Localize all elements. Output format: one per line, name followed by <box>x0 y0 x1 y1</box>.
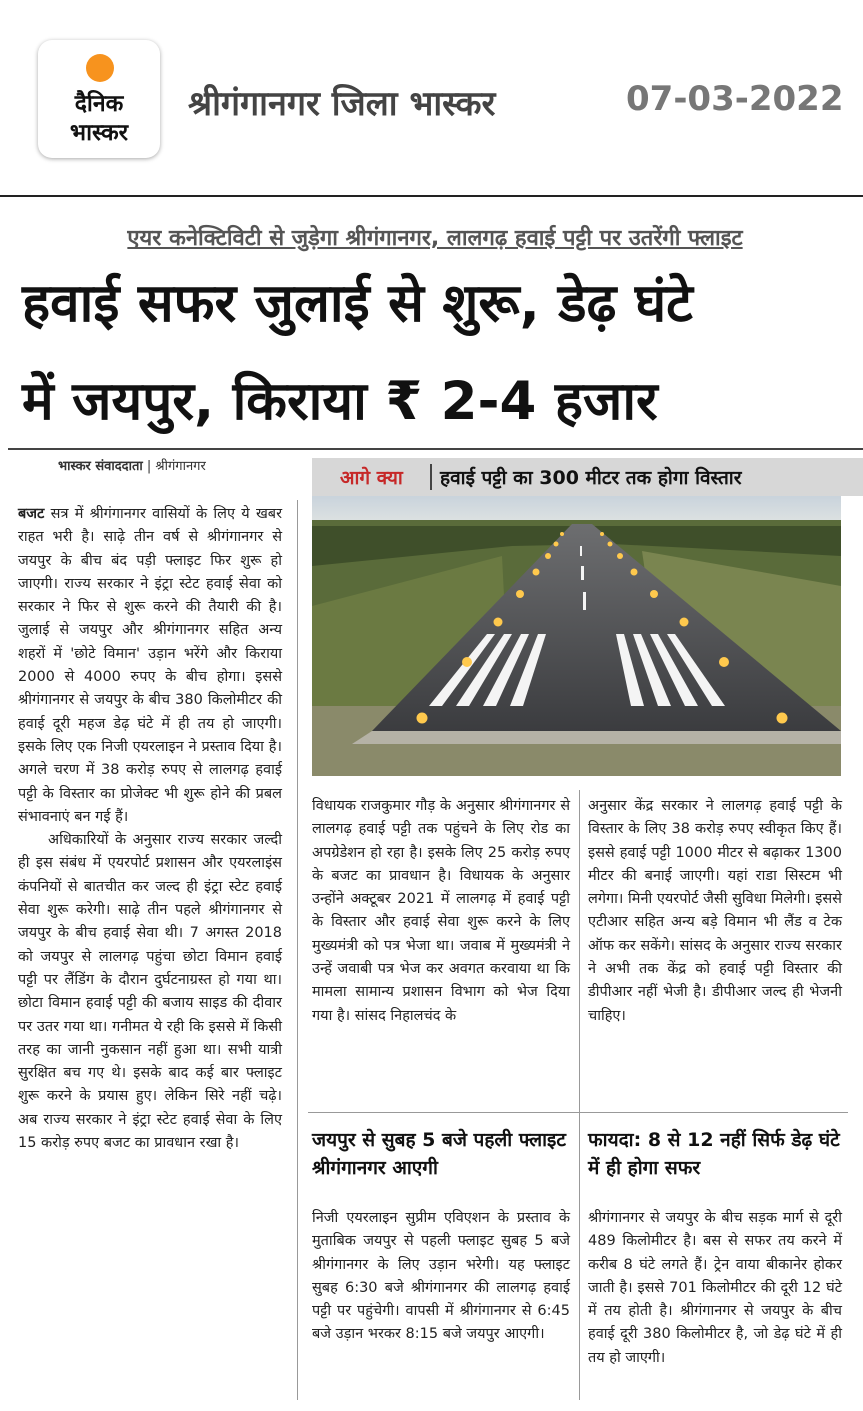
runway-photo <box>312 496 841 776</box>
column-divider-right <box>579 790 580 1400</box>
article-column-3 <box>588 795 842 1028</box>
byline-reporter: भास्कर संवाददाता <box>58 459 143 474</box>
edition-date: 07-03-2022 <box>626 79 844 119</box>
dainik-bhaskar-logo[interactable] <box>38 40 160 158</box>
article-column-1 <box>18 503 282 1155</box>
headline-rule <box>8 448 863 450</box>
column-1-text-1: सत्र में श्रीगंगानगर वासियों के लिए ये खबर राहत भरी है। साढ़े तीन वर्ष से श्रीगंगानगर से जयपुर के बीच बंद पड़ी फ्लाइट फिर शुरू हो जाएगी। राज्य सरकार ने इंट्रा स्टेट हवाई सेवा को सरकार ने फिर से शुरू करने की तैयारी की है। जुलाई से जयपुर और श्रीगंगानगर सहित अन्य शहरों में 'छोटे विमान' उड़ान भरेंगे और किराया 2000 से 4000 रुपए के बीच होगा। इससे श्रीगंगानगर से जयपुर के बीच 380 किलोमीटर की हवाई दूरी महज डेढ़ घंटे में ही तय हो जाएगी। इसके लिए एक निजी एयरलाइन ने प्रस्ताव दिया है। अगले चरण में 38 करोड़ रुपए से लालगढ़ हवाई पट्टी के विस्तार का प्रोजेक्ट भी शुरू होने की प्रबल संभावनाएं बन गई हैं। <box>18 506 283 825</box>
logo-line-1: दैनिक <box>74 91 124 117</box>
aage-kya-banner <box>312 458 863 496</box>
aage-kya-divider <box>430 464 432 490</box>
subhead-flight-timing: जयपुर से सुबह 5 बजे पहली फ्लाइट श्रीगंगानगर आएगी <box>312 1129 566 1179</box>
column-1-paragraph-1 <box>18 503 282 829</box>
column-divider-left <box>297 500 298 1400</box>
sun-icon <box>86 54 114 82</box>
aage-kya-label: आगे क्या <box>340 467 403 489</box>
lead-word: बजट <box>18 506 45 522</box>
article-column-2 <box>312 795 570 1028</box>
edition-title: श्रीगंगानगर जिला भास्कर <box>188 84 496 124</box>
byline-place: श्रीगंगानगर <box>155 459 206 474</box>
logo-line-2: भास्कर <box>69 120 129 146</box>
byline: भास्कर संवाददाता | श्रीगंगानगर <box>58 459 206 474</box>
kicker-headline: एयर कनेक्टिविटी से जुड़ेगा श्रीगंगानगर, लालगढ़ हवाई पट्टी पर उतरेंगी फ्लाइट <box>127 226 743 251</box>
subhead-benefit: फायदा: 8 से 12 नहीं सिर्फ डेढ़ घंटे में ही होगा सफर <box>588 1129 840 1179</box>
runway-illustration <box>312 496 841 776</box>
headline-line-2: में जयपुर, किराया ₹ 2-4 हजार <box>22 371 658 432</box>
headline-line-1: हवाई सफर जुलाई से शुरू, डेढ़ घंटे <box>22 273 693 334</box>
article-column-2-lower <box>312 1207 570 1347</box>
column-2-paragraph-2: निजी एयरलाइन सुप्रीम एविएशन के प्रस्ताव के मुताबिक जयपुर से पहली फ्लाइट सुबह 5 बजे श्रीगंगानगर के लिए उड़ान भरेगी। यह फ्लाइट सुबह 6:30 बजे श्रीगंगानगर की लालगढ़ हवाई पट्टी पर पहुंचेगी। वापसी में श्रीगंगानगर से 6:45 बजे उड़ान भरकर 8:15 बजे जयपुर आएगी। <box>312 1210 570 1343</box>
column-2-paragraph-1: विधायक राजकुमार गौड़ के अनुसार श्रीगंगानगर से लालगढ़ हवाई पट्टी तक पहुंचने के लिए रोड का अपग्रेडेशन हो रहा है। इसके लिए 25 करोड़ रुपए के बजट का प्रावधान है। विधायक के अनुसार उन्होंने अक्टूबर 2021 में लालगढ़ में हवाई पट्टी के विस्तार और हवाई सेवा शुरू करने के लिए मुख्यमंत्री को पत्र भेजा था। जवाब में मुख्यमंत्री ने उन्हें जवाबी पत्र भेज कर अवगत करवाया था कि मामला सामान्य प्रशासन विभाग को भेज दिया गया है। सांसद निहालचंद के <box>312 798 570 1024</box>
article-column-3-lower <box>588 1207 842 1370</box>
aage-kya-text: हवाई पट्टी का 300 मीटर तक होगा विस्तार <box>440 467 742 489</box>
column-3-paragraph-2: श्रीगंगानगर से जयपुर के बीच सड़क मार्ग से दूरी 489 किलोमीटर है। बस से सफर तय करने में करीब 8 घंटे लगते हैं। ट्रेन वाया बीकानेर होकर जाती है। इससे 701 किलोमीटर की दूरी 12 घंटे में तय होती है। श्रीगंगानगर से जयपुर के बीच हवाई दूरी 380 किलोमीटर है, जो डेढ़ घंटे में ही तय हो जाएगी। <box>588 1210 842 1366</box>
column-3-paragraph-1: अनुसार केंद्र सरकार ने लालगढ़ हवाई पट्टी के विस्तार के लिए 38 करोड़ रुपए स्वीकृत किए हैं। इससे हवाई पट्टी 1000 मीटर से बढ़ाकर 1300 मीटर की बनाई जाएगी। यहां राडा सिस्टम भी लगेगा। मिनी एयरपोर्ट जैसी सुविधा मिलेगी। इससे एटीआर सहित अन्य बड़े विमान भी लैंड व टेक ऑफ कर सकेंगे। सांसद के अनुसार राज्य सरकार ने अभी तक केंद्र को हवाई पट्टी विस्तार की डीपीआर नहीं भेजी है। डीपीआर जल्द ही भेजनी चाहिए। <box>588 798 842 1024</box>
app-header <box>0 0 863 197</box>
subhead-rule <box>308 1112 848 1113</box>
column-1-paragraph-2: अधिकारियों के अनुसार राज्य सरकार जल्दी ही इस संबंध में एयरपोर्ट प्रशासन और एयरलाइंस कंपनियों से बातचीत कर जल्द ही इंट्रा स्टेट हवाई सेवा शुरू करेगी। साढ़े तीन पहले श्रीगंगानगर से जयपुर के बीच हवाई सेवा थी। 7 अगस्त 2018 को जयपुर से लालगढ़ पहुंचा छोटा विमान हवाई पट्टी पर लैंडिंग के दौरान दुर्घटनाग्रस्त हो गया था। छोटा विमान हवाई पट्टी की बजाय साइड की दीवार पर उतर गया था। गनीमत ये रही कि इससे में किसी तरह का जानी नुकसान नहीं हुआ था। सभी यात्री सुरक्षित बच गए थे। इसके बाद कई बार फ्लाइट शुरू करने के प्रयास हुए। लेकिन सिरे नहीं चढ़े। अब राज्य सरकार ने इंट्रा स्टेट हवाई सेवा के लिए 15 करोड़ रुपए बजट का प्रावधान रखा है। <box>18 832 282 1152</box>
